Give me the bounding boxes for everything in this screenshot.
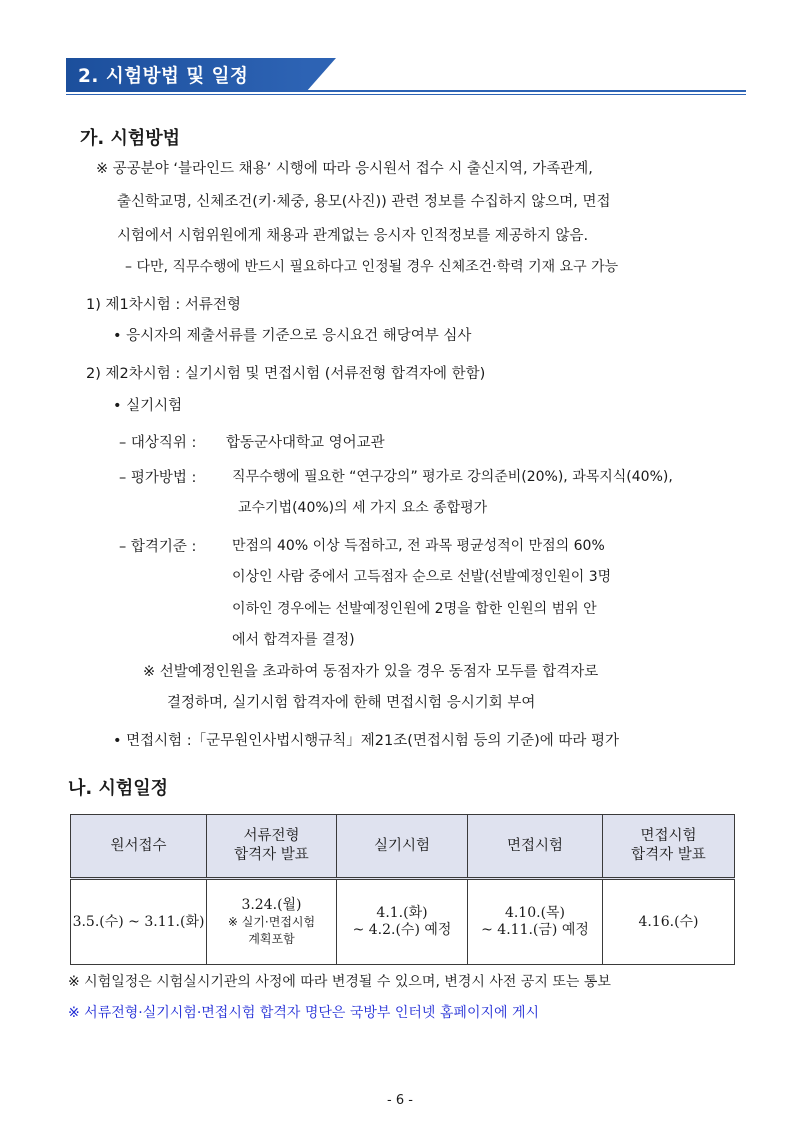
cell-interview: 4.10.(목) ~ 4.11.(금) 예정 (468, 879, 603, 965)
cell-application: 3.5.(수) ~ 3.11.(화) (71, 879, 207, 965)
section-banner (66, 56, 746, 96)
pass-label: – 합격기준 : (119, 539, 197, 555)
schedule-table (70, 814, 735, 965)
schedule-heading: 나. 시험일정 (68, 778, 169, 799)
cell-practical: 4.1.(화) ~ 4.2.(수) 예정 (337, 879, 468, 965)
schedule-header-row (71, 815, 735, 879)
pass-line-1: 만점의 40% 이상 득점하고, 전 과목 평균성적이 만점의 60% (232, 538, 605, 554)
schedule-change-note: ※ 시험일정은 시험실시기관의 사정에 따라 변경될 수 있으며, 변경시 사전 공지 또는 통보 (68, 974, 611, 990)
first-exam-title: 1) 제1차시험 : 서류전형 (86, 297, 241, 313)
pass-line-2: 이상인 사람 중에서 고득점자 순으로 선발(선발예정인원이 3명 (232, 569, 612, 585)
pass-line-3: 이하인 경우에는 선발예정인원에 2명을 합한 인원의 범위 안 (232, 601, 597, 617)
blind-note-line-2: 출신학교명, 신체조건(키·체중, 용모(사진)) 관련 정보를 수집하지 않으며, 면접 (117, 194, 611, 210)
header-practical: 실기시험 (337, 815, 468, 879)
method-heading: 가. 시험방법 (80, 128, 181, 149)
cell-doc-result: 3.24.(월) ※ 실기·면접시험 계획포함 (207, 879, 337, 965)
header-interview: 면접시험 (468, 815, 603, 879)
tie-note-line-1: ※ 선발예정인원을 초과하여 동점자가 있을 경우 동점자 모두를 합격자로 (143, 664, 599, 680)
banner-rule (66, 94, 746, 95)
pass-line-4: 에서 합격자를 결정) (232, 632, 355, 648)
banner-slant (306, 58, 336, 92)
schedule-date-row (71, 879, 735, 965)
first-exam-bullet: • 응시자의 제출서류를 기준으로 응시요건 해당여부 심사 (113, 328, 472, 344)
eval-line-2: 교수기법(40%)의 세 가지 요소 종합평가 (238, 500, 488, 516)
blind-note-line-3: 시험에서 시험위원에게 채용과 관계없는 응시자 인적정보를 제공하지 않음. (117, 228, 589, 244)
page-number: - 6 - (387, 1093, 413, 1108)
tie-note-line-2: 결정하며, 실기시험 합격자에 한해 면접시험 응시기회 부여 (167, 695, 536, 711)
target-value: 합동군사대학교 영어교관 (226, 435, 385, 451)
header-final-result: 면접시험 합격자 발표 (603, 815, 735, 879)
interview-exam-bullet: • 면접시험 :「군무원인사법시행규칙」제21조(면접시험 등의 기준)에 따라 평가 (113, 733, 620, 749)
header-application: 원서접수 (71, 815, 207, 879)
result-posting-note: ※ 서류전형·실기시험·면접시험 합격자 명단은 국방부 인터넷 홈페이지에 게시 (68, 1005, 540, 1021)
eval-label: – 평가방법 : (119, 470, 197, 486)
blind-note-exception: – 다만, 직무수행에 반드시 필요하다고 인정될 경우 신체조건·학력 기재 요구 가능 (125, 259, 619, 275)
section-title: 2. 시험방법 및 일정 (78, 66, 249, 87)
cell-final-result: 4.16.(수) (603, 879, 735, 965)
header-doc-result: 서류전형 합격자 발표 (207, 815, 337, 879)
second-exam-title: 2) 제2차시험 : 실기시험 및 면접시험 (서류전형 합격자에 한함) (86, 366, 486, 382)
blind-note-line-1: ※ 공공분야 ‘블라인드 채용’ 시행에 따라 응시원서 접수 시 출신지역, 가족관계, (96, 161, 593, 177)
target-label: – 대상직위 : (119, 435, 197, 451)
banner-underline (306, 90, 746, 92)
eval-line-1: 직무수행에 필요한 “연구강의” 평가로 강의준비(20%), 과목지식(40%), (232, 469, 673, 485)
practical-exam-bullet: • 실기시험 (113, 398, 183, 414)
